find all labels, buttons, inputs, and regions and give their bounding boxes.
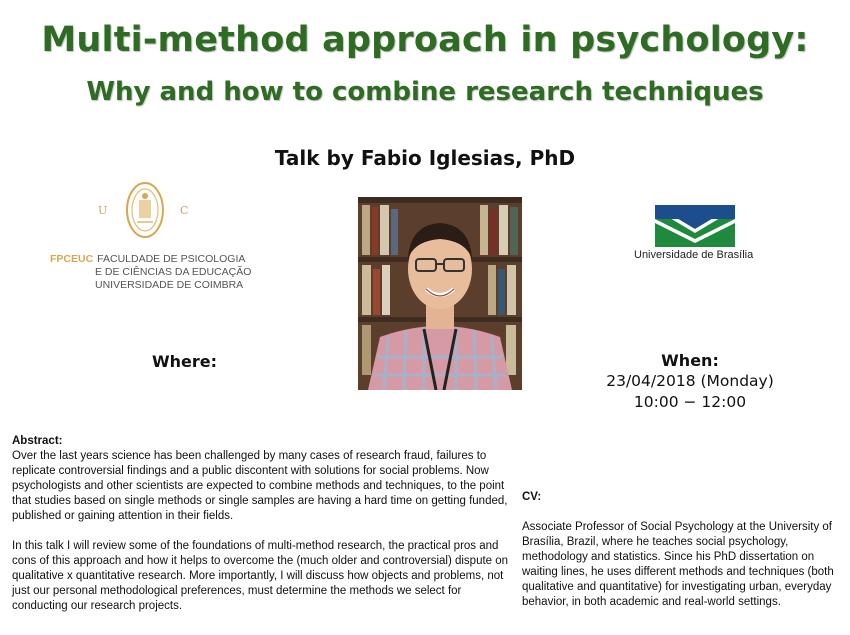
event-date: 23/04/2018 (Monday)	[606, 372, 774, 390]
when-block	[560, 350, 820, 413]
uc-faculty-text	[50, 253, 251, 292]
uc-letter-c: C	[180, 204, 190, 217]
uc-line3: UNIVERSIDADE DE COIMBRA	[95, 279, 244, 291]
speaker-line: Talk by Fabio Iglesias, PhD	[274, 146, 576, 170]
uc-line1: FACULDADE DE PSICOLOGIA	[97, 253, 246, 265]
where-label: Where:	[152, 352, 218, 371]
abstract-label: Abstract:	[12, 435, 63, 447]
when-label: When:	[661, 351, 719, 370]
unb-name: Universidade de Brasília	[634, 249, 754, 261]
cv-text: Associate Professor of Social Psychology at the University of Brasília, Brazil, where he teaches social psychology, methodology and statistics. Since his PhD dissertation on waiting lines, he uses different methods and techniques (both qualitative and quantitative) for investigating urban, everyday behavior, in both academic and real-world settings.	[522, 521, 834, 608]
abstract-paragraph-2: In this talk I will review some of the foundations of multi-method research, the practical pros and cons of this approach and how it helps to overcome the (much older and controversial) dispute on qualitative x quantitative research. More importantly, I will discuss how objects and problems, not just our personal methodological preferences, must determine the methods we select for conducting our research projects.	[12, 540, 509, 612]
cv-section	[522, 490, 847, 610]
uc-logo	[50, 175, 260, 295]
uc-line2: E DE CIÊNCIAS DA EDUCAÇÃO	[95, 266, 252, 278]
unb-emblem-icon	[655, 205, 735, 247]
page-title: Multi-method approach in psychology:	[41, 20, 809, 60]
page-subtitle: Why and how to combine research techniques	[86, 77, 764, 107]
cv-label: CV:	[522, 491, 542, 503]
event-time: 10:00 − 12:00	[633, 393, 747, 411]
uc-letter-u: U	[98, 204, 109, 217]
uc-abbr: FPCEUC	[50, 253, 94, 265]
speaker-photo	[358, 197, 522, 390]
abstract-section	[12, 434, 512, 629]
abstract-paragraph-1: Over the last years science has been challenged by many cases of research fraud, failures to replicate controversial findings and a public discontent with solutions for social problems. Now psychologists and other scientists are expected to combine methods and techniques, to the point that studies based on single methods or single samples are having a hard time on getting funded, published or gaining attention in their fields.	[12, 450, 508, 522]
uc-seal-icon	[125, 180, 165, 240]
